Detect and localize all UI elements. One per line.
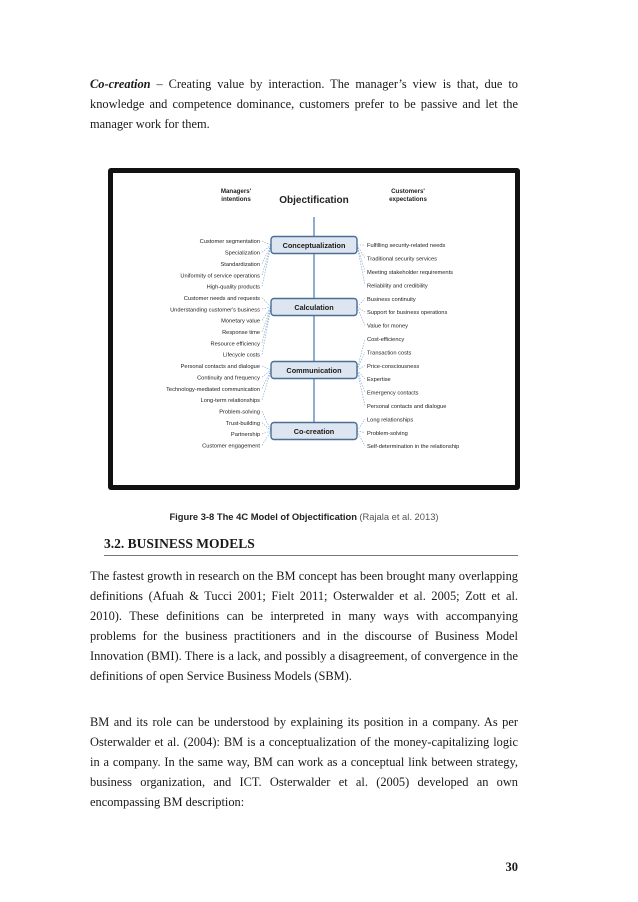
- right-item-label: Value for money: [367, 323, 408, 330]
- left-item-label: High-quality products: [206, 284, 260, 291]
- right-connector: [357, 307, 365, 325]
- section-heading: 3.2. BUSINESS MODELS: [104, 536, 518, 556]
- right-item-label: Personal contacts and dialogue: [367, 404, 447, 410]
- right-item-label: Cost-efficiency: [367, 337, 405, 343]
- left-header-line-2: intentions: [221, 196, 251, 203]
- left-item-label: Personal contacts and dialogue: [180, 364, 260, 371]
- left-item-label: Partnership: [230, 432, 260, 439]
- right-connector: [357, 431, 365, 433]
- left-item-label: Response time: [222, 330, 260, 336]
- left-connector-group: [262, 241, 271, 445]
- left-labels: [166, 239, 260, 449]
- left-item-label: Customer needs and requests: [183, 295, 260, 302]
- left-item-label: Problem-solving: [219, 409, 260, 416]
- left-connector: [262, 366, 271, 370]
- left-connector: [262, 307, 271, 343]
- right-item-label: Emergency contacts: [367, 390, 419, 397]
- right-item-label: Expertise: [367, 377, 391, 384]
- left-connector: [262, 241, 271, 245]
- right-connector: [357, 370, 365, 406]
- left-connector: [262, 411, 271, 431]
- right-item-label: Meeting stakeholder requirements: [367, 270, 453, 276]
- right-connector: [357, 419, 365, 431]
- left-item-label: Specialization: [224, 250, 260, 257]
- left-item-label: Standardization: [220, 261, 260, 268]
- left-item-label: Understanding customer's business: [170, 307, 260, 314]
- right-item-label: Business continuity: [367, 296, 416, 303]
- caption-title: Figure 3-8 The 4C Model of Objectification: [169, 511, 357, 522]
- left-item-label: Technology-mediated communication: [166, 386, 260, 393]
- left-connector: [262, 423, 271, 431]
- stage-box-label-2: Calculation: [294, 303, 334, 312]
- left-item-label: Resource efficiency: [210, 341, 260, 348]
- paragraph-bm-role: BM and its role can be understood by explaining its position in a company. As per Osterwalder et al. (2004): BM is a conceptualization of the money-capitalizing logic in a company. In the same way, BM can work as a conceptual link between strategy, business organization, and ICT. Osterwalder et al. (2005) developed an own encompassing BM description:: [90, 715, 518, 809]
- intro-term: Co-creation: [90, 77, 151, 91]
- left-item-label: Uniformity of service operations: [180, 273, 260, 280]
- right-connector: [357, 352, 365, 370]
- left-connector: [262, 431, 271, 445]
- left-connector: [262, 245, 271, 286]
- stage-box-label-1: Conceptualization: [282, 241, 346, 250]
- left-item-label: Long-term relationships: [200, 398, 260, 405]
- diagram-title: Objectification: [279, 195, 349, 206]
- left-item-label: Monetary value: [221, 318, 260, 325]
- right-connector: [357, 245, 365, 285]
- right-item-label: Reliability and credibility: [367, 283, 428, 290]
- objectification-diagram: [113, 173, 515, 485]
- right-connector: [357, 370, 365, 379]
- left-item-label: Lifecycle costs: [223, 352, 260, 359]
- left-item-label: Trust-building: [225, 420, 260, 427]
- right-item-label: Price-consciousness: [367, 363, 420, 370]
- right-connector: [357, 299, 365, 307]
- intro-paragraph: [90, 74, 518, 134]
- intro-text: – Creating value by interaction. The manager’s view is that, due to knowledge and competence dominance, customers prefer to be passive and let the manager work for them.: [90, 77, 518, 131]
- stage-box-label-3: Communication: [286, 366, 342, 375]
- figure-caption: [90, 511, 518, 523]
- right-item-label: Transaction costs: [367, 350, 412, 357]
- left-connector: [262, 307, 271, 332]
- left-connector: [262, 245, 271, 275]
- right-item-label: Self-determination in the relationship: [367, 444, 460, 451]
- page-number: 30: [505, 860, 518, 874]
- right-item-label: Long relationships: [367, 417, 414, 424]
- caption-source: (Rajala et al. 2013): [359, 511, 439, 522]
- left-item-label: Continuity and frequency: [197, 375, 260, 382]
- right-connector: [357, 245, 365, 272]
- right-labels: [367, 243, 459, 450]
- left-item-label: Customer segmentation: [199, 239, 260, 246]
- paragraph-bm-definitions: The fastest growth in research on the BM concept has been brought many overlapping definitions (Afuah & Tucci 2001; Fielt 2011; Osterwalder et al. 2005; Zott et al. 2010). These definitions can be interpreted in many ways with accompanying problems for the business practitioners and in the discourse of Business Model Innovation (BMI). There is a lack, and possibly a disagreement, of convergence in the definitions of open Service Business Models (SBM).: [90, 569, 518, 683]
- left-connector: [262, 370, 271, 400]
- right-item-label: Traditional security services: [367, 256, 437, 263]
- right-item-label: Support for business operations: [367, 310, 448, 317]
- right-connector-group: [357, 245, 365, 446]
- left-connector: [262, 298, 271, 307]
- stage-box-label-4: Co-creation: [293, 427, 335, 436]
- left-header-line-1: Managers': [220, 188, 252, 195]
- right-header-line-2: expectations: [389, 196, 427, 203]
- figure-frame: [108, 168, 520, 490]
- right-item-label: Problem-solving: [367, 430, 408, 437]
- right-item-label: Fulfilling security-related needs: [367, 243, 446, 250]
- right-header-line-1: Customers': [391, 188, 425, 195]
- left-connector: [262, 307, 271, 355]
- figure-canvas: [113, 173, 515, 485]
- right-connector: [357, 431, 365, 446]
- left-item-label: Customer engagement: [202, 443, 260, 450]
